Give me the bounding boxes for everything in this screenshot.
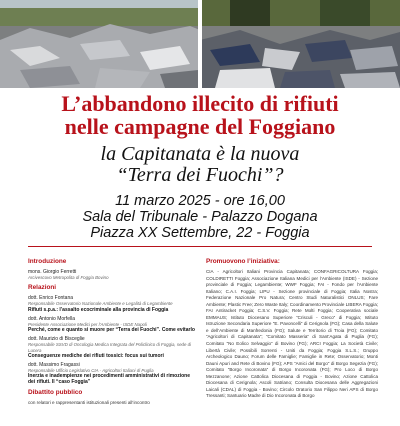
speaker-role: Presidente Associazione Medici per l’Ambiente - ISDE Napoli	[28, 321, 147, 327]
speaker-item	[28, 336, 198, 359]
relazioni-section	[28, 284, 198, 385]
speaker-item	[28, 316, 198, 333]
intro-heading: Introduzione	[28, 258, 67, 265]
promoters-heading: Promuovono l’iniziativa:	[206, 258, 280, 265]
relazioni-heading: Relazioni	[28, 284, 57, 292]
event-title	[0, 92, 400, 138]
speaker-name: dott. Maurizio di Bisceglie	[28, 336, 85, 343]
header-photo	[0, 0, 400, 88]
speaker-talk: Conseguenze mediche dei rifiuti tossici: focus sui tumori	[28, 353, 164, 360]
speaker-role: Responsabile SSVD di Oncologia Medica Integrata del Policlinico di Foggia, sede di Lucera	[28, 342, 192, 353]
speaker-role: Responsabile Ufficio Legislativo CIA - Agricoltori Italiani di Puglia	[28, 368, 154, 374]
intro-speaker-name: mons. Giorgio Ferretti	[28, 269, 77, 275]
title-line-2: nelle campagne del Foggiano	[64, 114, 336, 139]
intro-section	[28, 258, 198, 280]
program-column	[28, 258, 198, 410]
debate-section	[28, 389, 198, 406]
speaker-item	[28, 295, 198, 312]
speaker-name: dott. Enrico Fontana	[28, 295, 74, 302]
intro-speaker-role: Arcivescovo Metropolita di Foggia Bovino	[28, 275, 109, 280]
speaker-talk: Perché, come e quanto si muore per “Terra dei Fuochi”. Come evitarlo	[28, 327, 195, 334]
speaker-talk: Rifiuti s.p.a.: l’assalto ecocriminale alla provincia di Foggia	[28, 306, 169, 313]
event-address: Piazza XX Settembre, 22 - Foggia	[90, 225, 310, 241]
speaker-item	[28, 362, 198, 385]
section-divider	[28, 246, 372, 247]
speaker-name: dott. Antonio Morfella	[28, 315, 75, 322]
promoters-list: CIA - Agricoltori Italiani Provincia Capitanata; CONFAGRICOLTURA Foggia; COLDIRETTI Foggia; Associazione Italiana Medici per l’Ambiente (ISDE) - Sezione provinciale di Foggia; Legambiente; WWF Foggia; FAI - Fondo per l’Ambiente Italiano; C.A.I. Foggia; LIPU - Sezione provinciale di Foggia; Italia Nostra; Federazione Nazionale Pro Natura; Centro Studi Naturalistici ONLUS; Fare Ambiente; Plastic Free; Zero Waste Italy; Coordinamento Provinciale LIBERA Foggia; FAI Antiracket Foggia; C.S.V. Foggia; Rete Molti Foggia; Cooperativa sociale EMMAUS; Istituto Diocesano Superiore “Crisculi - Greco” di Foggia; Istituto Istruzione Secondaria Superiore “E. Pavoncelli” di Cerignola (FG); Casa della Salute e dell’Ambiente di Manfredonia (FG); Salute e Territorio di Troia (FG); Comitato “Agricoltori di Capitanata”; “Comitato Masseria” di Sant’Agata di Puglia (FG); Comitato “No Eolico Selvaggio” di Bovino (FG); ARCI Foggia; La Società Civile; Libertà Civile; Possibili Sorrenti - Uniti da Foggia; Foggia S.L.S.; Gruppo Archeologico Dauno; Forum delle Famiglie; Famiglie in Rete; Osservatorio; Monti Dauni Apuri and Rete di Bovino (FG); APS “Amici del Borgo” di Borgo Segezia (FG); Comitato “Borgo Incoronata” di Borgo Incoronata (FG); Pro Loco di Borgo Mezzanone; Azione Cattolica Diocesana di Foggia - Bovino; Azione Cattolica Diocesana di Cerignola; Ascoli Satriano; Consulta Diocesana delle Aggregazioni Laicali (CDAL) di Foggia - Bovino; Circolo Oratorio San Filippo Neri APS di Borgo Tressanti; Santuario Madre di Dio Incoronata di Borgo	[206, 269, 378, 399]
speaker-name: dott. Massimo Fragassi	[28, 362, 80, 369]
subtitle-line-2: “Terra dei Fuochi”?	[116, 164, 284, 186]
speaker-role: Responsabile Osservatorio Nazionale Ambiente e Legalità di Legambiente	[28, 301, 173, 307]
debate-heading: Dibattito pubblico	[28, 389, 83, 397]
promoters-column	[206, 258, 378, 400]
event-subtitle	[0, 144, 400, 186]
subtitle-line-1: la Capitanata è la nuova	[100, 143, 300, 165]
speaker-talk: Inerzia e inadempienze nei procedimenti amministrativi di rimozione dei rifiuti. Il “caso Foggia”	[28, 373, 190, 386]
event-venue: Sala del Tribunale - Palazzo Dogana	[82, 209, 318, 225]
event-info	[0, 193, 400, 241]
title-line-1: L’abbandono illecito di rifiuti	[61, 91, 339, 116]
event-datetime: 11 marzo 2025 - ore 16,00	[115, 193, 285, 209]
debate-text: con relatori e rappresentanti istituzionali presenti all’incontro	[28, 400, 150, 406]
